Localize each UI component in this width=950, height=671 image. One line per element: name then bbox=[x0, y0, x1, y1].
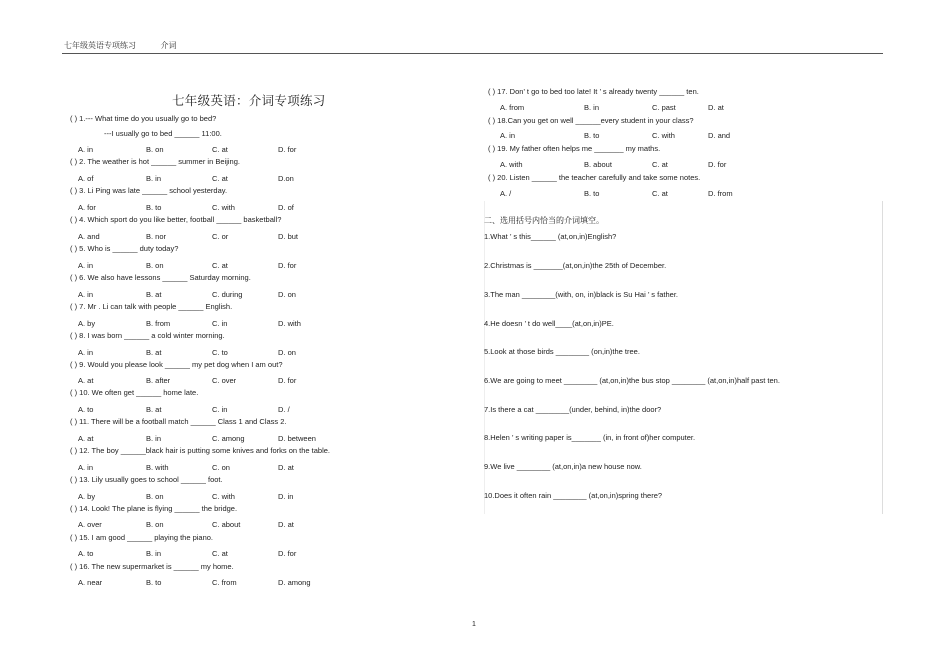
page-number: 1 bbox=[472, 621, 476, 628]
left-option: A. at bbox=[78, 376, 94, 385]
left-option: C. from bbox=[212, 578, 237, 587]
left-option: D. at bbox=[278, 520, 294, 529]
left-option: C. at bbox=[212, 261, 228, 270]
left-option: C. at bbox=[212, 145, 228, 154]
left-option: B. with bbox=[146, 463, 169, 472]
right-option: B. to bbox=[584, 189, 600, 198]
left-option: B. on bbox=[146, 261, 164, 270]
right-option: B. in bbox=[584, 103, 600, 112]
left-option: B. at bbox=[146, 290, 162, 299]
left-option: A. in bbox=[78, 145, 94, 154]
left-option: A. near bbox=[78, 578, 103, 587]
left-option: D. for bbox=[278, 261, 297, 270]
left-option: D. on bbox=[278, 290, 296, 299]
fill-question-7: 7.Is there a cat ________(under, behind, in)the door? bbox=[484, 405, 662, 414]
right-option: C. at bbox=[652, 160, 668, 169]
left-option: D. between bbox=[278, 434, 316, 443]
left-question-17: ( ) 16. The new supermarket is ______ my home. bbox=[70, 562, 234, 571]
left-option: D. but bbox=[278, 232, 299, 241]
left-option: B. in bbox=[146, 434, 162, 443]
right-option: C. past bbox=[652, 103, 676, 112]
left-option: A. to bbox=[78, 549, 94, 558]
fill-question-10: 10.Does it often rain ________ (at,on,in)spring there? bbox=[484, 491, 663, 500]
left-option: C. in bbox=[212, 405, 228, 414]
section-border-right bbox=[882, 201, 883, 514]
left-option: C. with bbox=[212, 492, 235, 501]
header-left: 七年级英语专项练习 bbox=[64, 41, 136, 50]
left-option: B. at bbox=[146, 405, 162, 414]
left-question-2: ---I usually go to bed ______ 11:00. bbox=[104, 129, 222, 138]
left-option: B. to bbox=[146, 578, 162, 587]
fill-question-6: 6.We are going to meet ________ (at,on,in)the bus stop ________ (at,on,in)half past ten. bbox=[484, 376, 780, 385]
left-option: B. in bbox=[146, 174, 162, 183]
left-option: A. by bbox=[78, 319, 96, 328]
right-question-1: ( ) 17. Don’ t go to bed too late! It ’ s already twenty ______ ten. bbox=[488, 87, 699, 96]
left-option: B. to bbox=[146, 203, 162, 212]
section-title: 二、选用括号内恰当的介词填空。 bbox=[484, 216, 604, 225]
left-question-9: ( ) 8. I was born ______ a cold winter morning. bbox=[70, 331, 225, 340]
left-option: A. and bbox=[78, 232, 100, 241]
left-option: D. for bbox=[278, 376, 297, 385]
left-option: D. at bbox=[278, 463, 294, 472]
left-option: D. among bbox=[278, 578, 311, 587]
left-option: C. at bbox=[212, 174, 228, 183]
left-option: A. over bbox=[78, 520, 102, 529]
right-question-4: ( ) 20. Listen ______ the teacher carefully and take some notes. bbox=[488, 173, 701, 182]
right-option: D. for bbox=[708, 160, 727, 169]
left-option: D. for bbox=[278, 145, 297, 154]
left-option: C. during bbox=[212, 290, 243, 299]
left-option: D. in bbox=[278, 492, 294, 501]
left-question-12: ( ) 11. There will be a football match ______ Class 1 and Class 2. bbox=[70, 417, 287, 426]
right-question-2: ( ) 18.Can you get on well ______every student in your class? bbox=[488, 116, 694, 125]
fill-question-8: 8.Helen ’ s writing paper is_______ (in, in front of)her computer. bbox=[484, 433, 696, 442]
fill-question-3: 3.The man ________(with, on, in)black is Su Hai ’ s father. bbox=[484, 290, 678, 299]
left-question-16: ( ) 15. I am good ______ playing the piano. bbox=[70, 533, 214, 542]
page-title: 七年级英语：介词专项练习 bbox=[172, 93, 326, 108]
left-question-8: ( ) 7. Mr . Li can talk with people ______ English. bbox=[70, 302, 233, 311]
right-option: B. to bbox=[584, 131, 600, 140]
left-option: A. of bbox=[78, 174, 94, 183]
right-option: B. about bbox=[584, 160, 612, 169]
left-question-3: ( ) 2. The weather is hot ______ summer in Beijing. bbox=[70, 157, 240, 166]
left-option: B. in bbox=[146, 549, 162, 558]
left-option: B. nor bbox=[146, 232, 167, 241]
header-right: 介词 bbox=[160, 41, 177, 50]
left-option: B. on bbox=[146, 145, 164, 154]
left-option: A. for bbox=[78, 203, 96, 212]
right-option: A. with bbox=[500, 160, 523, 169]
right-option: D. and bbox=[708, 131, 731, 140]
left-question-5: ( ) 4. Which sport do you like better, football ______ basketball? bbox=[70, 215, 282, 224]
right-option: A. from bbox=[500, 103, 525, 112]
left-option: B. after bbox=[146, 376, 171, 385]
left-question-4: ( ) 3. Li Ping was late ______ school yesterday. bbox=[70, 186, 228, 195]
left-option: A. in bbox=[78, 261, 94, 270]
left-question-15: ( ) 14. Look! The plane is flying ______ the bridge. bbox=[70, 504, 238, 513]
left-option: A. by bbox=[78, 492, 96, 501]
left-option: B. from bbox=[146, 319, 171, 328]
left-question-7: ( ) 6. We also have lessons ______ Saturday morning. bbox=[70, 273, 251, 282]
left-question-11: ( ) 10. We often get ______ home late. bbox=[70, 388, 199, 397]
left-option: A. in bbox=[78, 290, 94, 299]
left-option: C. or bbox=[212, 232, 229, 241]
left-option: B. on bbox=[146, 492, 164, 501]
left-option: D. for bbox=[278, 549, 297, 558]
left-option: C. to bbox=[212, 348, 228, 357]
right-option: D. from bbox=[708, 189, 733, 198]
left-option: D. with bbox=[278, 319, 301, 328]
left-option: A. to bbox=[78, 405, 94, 414]
left-option: C. over bbox=[212, 376, 237, 385]
left-option: C. among bbox=[212, 434, 245, 443]
fill-question-4: 4.He doesn ’ t do well____(at,on,in)PE. bbox=[484, 319, 614, 328]
left-question-13: ( ) 12. The boy ______black hair is putting some knives and forks on the table. bbox=[70, 446, 331, 455]
right-option: C. at bbox=[652, 189, 668, 198]
left-question-1: ( ) 1.--- What time do you usually go to bed? bbox=[70, 114, 217, 123]
left-question-14: ( ) 13. Lily usually goes to school ______ foot. bbox=[70, 475, 223, 484]
left-option: A. in bbox=[78, 463, 94, 472]
left-option: C. with bbox=[212, 203, 235, 212]
left-option: B. on bbox=[146, 520, 164, 529]
left-option: A. at bbox=[78, 434, 94, 443]
left-option: C. on bbox=[212, 463, 230, 472]
right-question-3: ( ) 19. My father often helps me _______ my maths. bbox=[488, 144, 661, 153]
right-option: D. at bbox=[708, 103, 724, 112]
left-option: C. in bbox=[212, 319, 228, 328]
left-option: B. at bbox=[146, 348, 162, 357]
header-rule bbox=[62, 53, 883, 54]
left-option: D. of bbox=[278, 203, 294, 212]
left-question-10: ( ) 9. Would you please look ______ my pet dog when I am out? bbox=[70, 360, 283, 369]
right-option: A. / bbox=[500, 189, 512, 198]
left-option: D.on bbox=[278, 174, 294, 183]
left-option: C. about bbox=[212, 520, 241, 529]
page-header bbox=[64, 40, 199, 51]
left-option: D. / bbox=[278, 405, 290, 414]
left-question-6: ( ) 5. Who is ______ duty today? bbox=[70, 244, 179, 253]
fill-question-2: 2.Christmas is _______(at,on,in)the 25th of December. bbox=[484, 261, 667, 270]
fill-question-5: 5.Look at those birds ________ (on,in)the tree. bbox=[484, 347, 640, 356]
right-option: C. with bbox=[652, 131, 675, 140]
fill-question-1: 1.What ’ s this______ (at,on,in)English? bbox=[484, 232, 617, 241]
left-option: A. in bbox=[78, 348, 94, 357]
fill-question-9: 9.We live ________ (at,on,in)a new house now. bbox=[484, 462, 642, 471]
right-option: A. in bbox=[500, 131, 516, 140]
left-option: D. on bbox=[278, 348, 296, 357]
left-option: C. at bbox=[212, 549, 228, 558]
